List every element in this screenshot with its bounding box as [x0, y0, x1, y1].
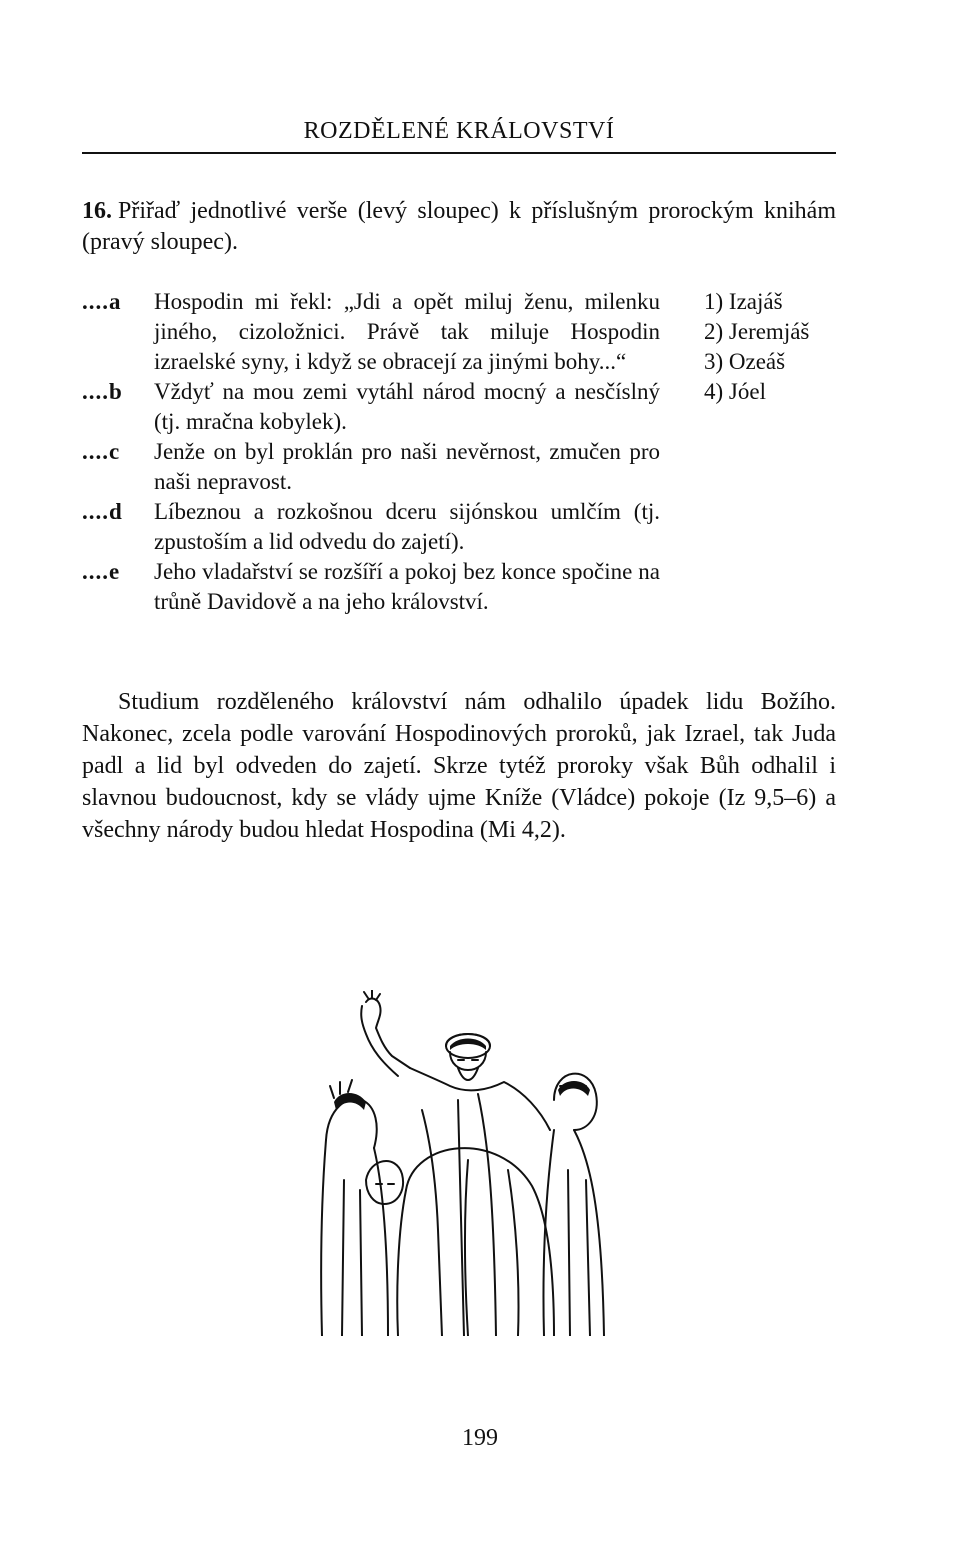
verse-item-c: [82, 437, 660, 497]
book-column: [704, 287, 844, 407]
verse-item-e: [82, 557, 660, 617]
book-option-3: 3) Ozeáš: [704, 349, 786, 374]
verse-answer-blank-c[interactable]: ....c: [82, 439, 121, 464]
verse-text-d: Líbeznou a rozkošnou dceru sijónskou umlčím (tj. zpustoším a lid odvedu do zajetí).: [154, 499, 660, 554]
verse-text-a: Hospodin mi řekl: „Jdi a opět miluj ženu, milenku jiného, cizoložnici. Právě tak miluje Hospodin izraelské syny, i když se obracejí za jinými bohy...“: [154, 289, 660, 374]
verse-answer-blank-b[interactable]: ....b: [82, 379, 123, 404]
verse-answer-blank-d[interactable]: ....d: [82, 499, 123, 524]
prophet-crowd-illustration: [318, 990, 608, 1336]
book-option-1: 1) Izajáš: [704, 289, 783, 314]
task-number: 16.: [82, 198, 112, 224]
header-rule: [82, 152, 836, 154]
verse-column: [82, 287, 660, 617]
book-option-2: 2) Jeremjáš: [704, 319, 810, 344]
verse-text-e: Jeho vladařství se rozšíří a pokoj bez konce spočine na trůně Davidově a na jeho království.: [154, 559, 660, 614]
task-instruction: Přiřaď jednotlivé verše (levý sloupec) k příslušným prorockým knihám (pravý sloupec).: [82, 198, 836, 255]
verse-item-d: [82, 497, 660, 557]
task-16: [82, 196, 836, 258]
verse-answer-blank-e[interactable]: ....e: [82, 559, 121, 584]
verse-text-c: Jenže on byl proklán pro naši nevěrnost, zmučen pro naši nepravost.: [154, 439, 660, 494]
running-header: ROZDĚLENÉ KRÁLOVSTVÍ: [303, 118, 615, 144]
book-option-4: 4) Jóel: [704, 379, 766, 404]
verse-answer-blank-a[interactable]: ....a: [82, 289, 122, 314]
summary-paragraph: Studium rozděleného království nám odhalilo úpadek lidu Božího. Nakonec, zcela podle varování Hospodinových proroků, jak Izrael, tak Juda padl a lid byl odveden do zajetí. Skrze tytéž proroky však Bůh odhalil i slavnou budoucnost, kdy se vlády ujme Kníže (Vládce) pokoje (Iz 9,5–6) a všechny národy budou hledat Hospodina (Mi 4,2).: [82, 689, 836, 843]
verse-item-b: [82, 377, 660, 437]
verse-text-b: Vždyť na mou zemi vytáhl národ mocný a nesčíslný (tj. mračna kobylek).: [154, 379, 660, 434]
page-number: 199: [462, 1425, 498, 1451]
verse-item-a: [82, 287, 660, 377]
prophet-illustration-drawing: [318, 990, 608, 1336]
